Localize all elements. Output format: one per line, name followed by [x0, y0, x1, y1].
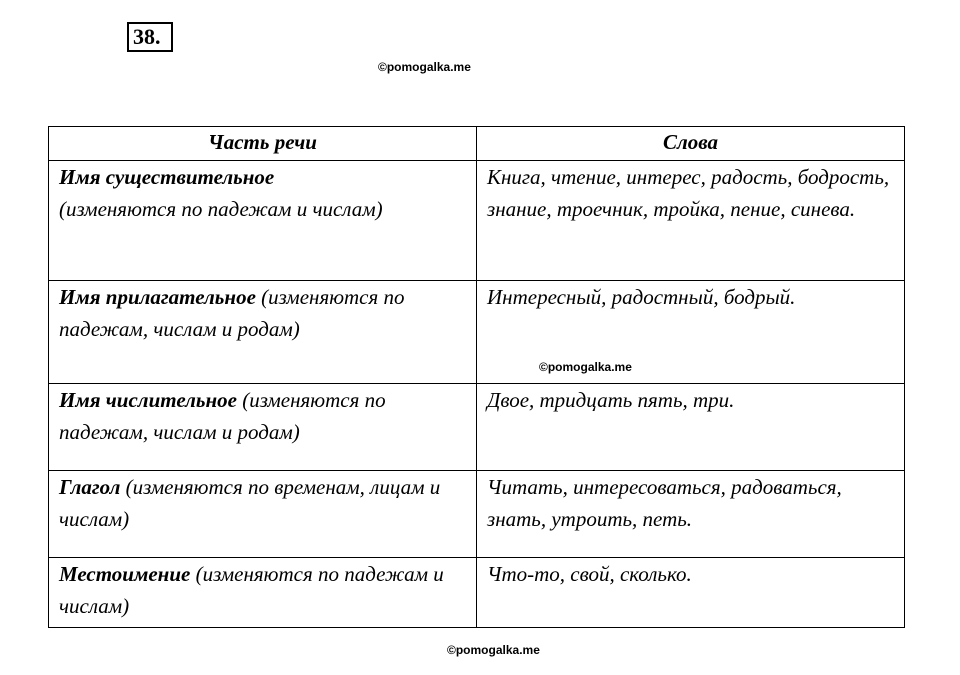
part-of-speech-cell: [49, 471, 477, 558]
table-row: [49, 161, 905, 281]
table-row: [49, 558, 905, 628]
part-of-speech-term: Имя существительное: [59, 165, 275, 189]
table-row: [49, 384, 905, 471]
words-cell: Интересный, радостный, бодрый.: [477, 281, 905, 384]
parts-of-speech-table: [48, 126, 905, 628]
watermark-bottom: ©pomogalka.me: [447, 643, 540, 657]
part-of-speech-term: Имя прилагательное: [59, 285, 256, 309]
words-cell: Что-то, свой, сколько.: [477, 558, 905, 628]
table-header-row: [49, 127, 905, 161]
part-of-speech-term: Местоимение: [59, 562, 191, 586]
part-of-speech-term: Имя числительное: [59, 388, 237, 412]
words-cell: Книга, чтение, интерес, радость, бодрость, знание, троечник, тройка, пение, синева.: [477, 161, 905, 281]
part-of-speech-note: (изменяются по временам, лицам и числам): [59, 475, 441, 531]
part-of-speech-note: (изменяются по падежам, числам и родам): [59, 388, 386, 444]
header-words: Слова: [477, 127, 905, 161]
header-part-of-speech: Часть речи: [49, 127, 477, 161]
part-of-speech-note: (изменяются по падежам и числам): [59, 562, 444, 618]
watermark-middle: ©pomogalka.me: [539, 360, 632, 374]
part-of-speech-cell: [49, 281, 477, 384]
part-of-speech-note: (изменяются по падежам, числам и родам): [59, 285, 405, 341]
part-of-speech-cell: [49, 161, 477, 281]
table-row: [49, 471, 905, 558]
part-of-speech-term: Глагол: [59, 475, 121, 499]
table-row: [49, 281, 905, 384]
part-of-speech-note: (изменяются по падежам и числам): [59, 197, 383, 221]
part-of-speech-cell: [49, 558, 477, 628]
words-cell: Двое, тридцать пять, три.: [477, 384, 905, 471]
task-number: 38.: [127, 22, 173, 52]
part-of-speech-cell: [49, 384, 477, 471]
words-cell: Читать, интересоваться, радоваться, знать, утроить, петь.: [477, 471, 905, 558]
watermark-top: ©pomogalka.me: [378, 60, 471, 74]
